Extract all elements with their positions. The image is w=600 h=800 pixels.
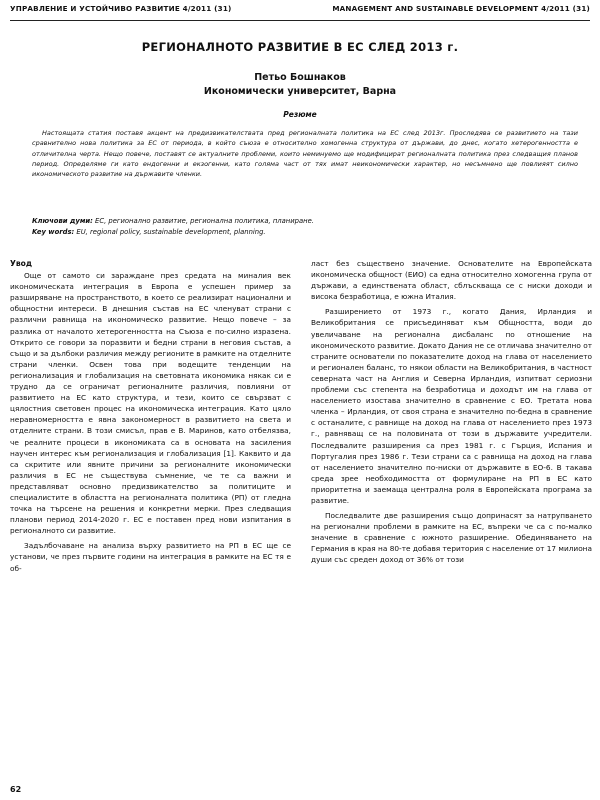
body-paragraph: ласт без съществено значение. Основателите на Европейската икономическа общност (ЕИО) са една относително хомогенна група от държави, а единствената област, сблъскваща се с ниски доходи и висока безработица, е южна Италия. xyxy=(311,259,592,302)
keywords-en-text: EU, regional policy, sustainable development, planning. xyxy=(74,227,266,236)
body-paragraph: Разширението от 1973 г., когато Дания, Ирландия и Великобритания се присъединяват към Общността, води до увеличаване на регионална дисбаланс по отношение на икономическото развитие. Докато Дания не се отличава значително от страните основатели по показателите доход на глава от населението и регионален баланс, то някои области на Великобритания, в частност северната част на Англия и Северна Ирландия, изпитват сериозни проблеми със степента на безработица и доходът им на глава от населението изостава значително в сравнение с ЕО. Третата нова членка – Ирландия, от своя страна е значително по-бедна в сравнение с останалите, с равнище на доход на глава от населението през 1973 г., равняващ се на половината от този в държавите учредители. Последвалите разширения са през 1981 г. с Гърция, Испания и Португалия през 1986 г. Тези страни са с равнища на доход на глава от населението значително по-ниски от държавите в ЕО-6. В такава среда зрее необходимостта от формулиране на РП в ЕС като приоритетна и заемаща централна роля в Европейската програма за развитие. xyxy=(311,307,592,505)
keywords-bg-text: ЕС, регионално развитие, регионална политика, планиране. xyxy=(92,217,314,225)
body-paragraph: Още от самото си зараждане през средата на миналия век икономическата интеграция в Европа е успешен пример за разширяване на пространството, в което се реализират национални и общностни интереси. В днешния състав на ЕС членуват страни с различни равнища на икономическо развитие. Нещо повече – за разлика от началото хетерогенността на Съюза е по-силно изразена. Открито се говори за поразвити и бедни страни в неговия състав, а също и за дълбоки различия между регионите в рамките на отделните страни членки. Освен това при водещите тенденции на регионализация и глобализация на световната икономика някак си е трудно да се ограничат регионалните различия, повлияни от развитието на ЕС като структура, и тези, които се свързват с цялостния световен процес на икономическа интеграция. Като цяло неравномерността е явна закономерност в развитието на света и отделните страни. В този смисъл, прав е В. Маринов, като отбелязва, че реалните процеси в икономиката са в основата на засиления научен интерес към регионализация и глобализация [1]. Каквито и да са скритите или явните причини за регионалните икономически различия в ЕС не съществува съмнение, че те са важни и представляват основно предизвикателство за политиците и специалистите в областта на регионалната политика (РП) от гледна точка на търсене на решения и конкретни мерки. През следващия планови период 2014-2020 г. ЕС е поставен пред нови изпитания в регионалното си развитие. xyxy=(10,271,291,536)
abstract-text: Настоящата статия поставя акцент на предизвикателствата пред регионалната политика на ЕС след 2013г. Проследява се развитието на тази сравнително нова политика за ЕС от периода, в който съюза е относително хомогенна структура от държави, до днес, когато хетерогенността е отличителна черта. Нещо повече, поставят се актуалните проблеми, които неминуемо ще модифицират регионалната политика през следващия планов период. Определяме ги като ендогенни и екзогенни, като голяма част от тях имат неикономически характер, но несъмнено ще повлияят силно икономическото развитие на държавите членки. xyxy=(32,129,578,179)
page-number: 62 xyxy=(10,785,22,794)
section-heading-introduction: Увод xyxy=(10,259,33,268)
body-paragraph: Последвалите две разширения също допринасят за натрупването на регионални проблеми в рамките на ЕС, въпреки че са с по-малко значение в сравнение с южното разширение. Обединяването на Германия в края на 80-те добавя територия с население от 17 милиона души със среден доход от 36% от този xyxy=(311,511,592,565)
abstract-heading: Резюме xyxy=(283,110,317,119)
keywords-bg xyxy=(32,216,578,227)
author-affiliation: Икономически университет, Варна xyxy=(203,86,397,97)
body-column-right xyxy=(311,258,592,570)
keywords-bg-label: Ключови думи: xyxy=(32,217,93,225)
keywords-block xyxy=(32,216,578,237)
author-name: Петьо Бошнаков xyxy=(254,72,346,83)
running-header xyxy=(10,4,590,21)
header-left: УПРАВЛЕНИЕ И УСТОЙЧИВО РАЗВИТИЕ 4/2011 (31) xyxy=(10,4,232,13)
article-title: РЕГИОНАЛНОТО РАЗВИТИЕ В ЕС СЛЕД 2013 г. xyxy=(141,40,459,54)
keywords-en xyxy=(32,227,578,238)
body-column-left xyxy=(10,258,291,578)
header-right: MANAGEMENT AND SUSTAINABLE DEVELOPMENT 4/2011 (31) xyxy=(332,4,590,13)
keywords-en-label: Key words: xyxy=(32,227,75,236)
body-paragraph: Задълбочаване на анализа върху развитието на РП в ЕС ще се установи, че през първите години на интеграция в рамките на ЕС тя е об- xyxy=(10,541,291,573)
